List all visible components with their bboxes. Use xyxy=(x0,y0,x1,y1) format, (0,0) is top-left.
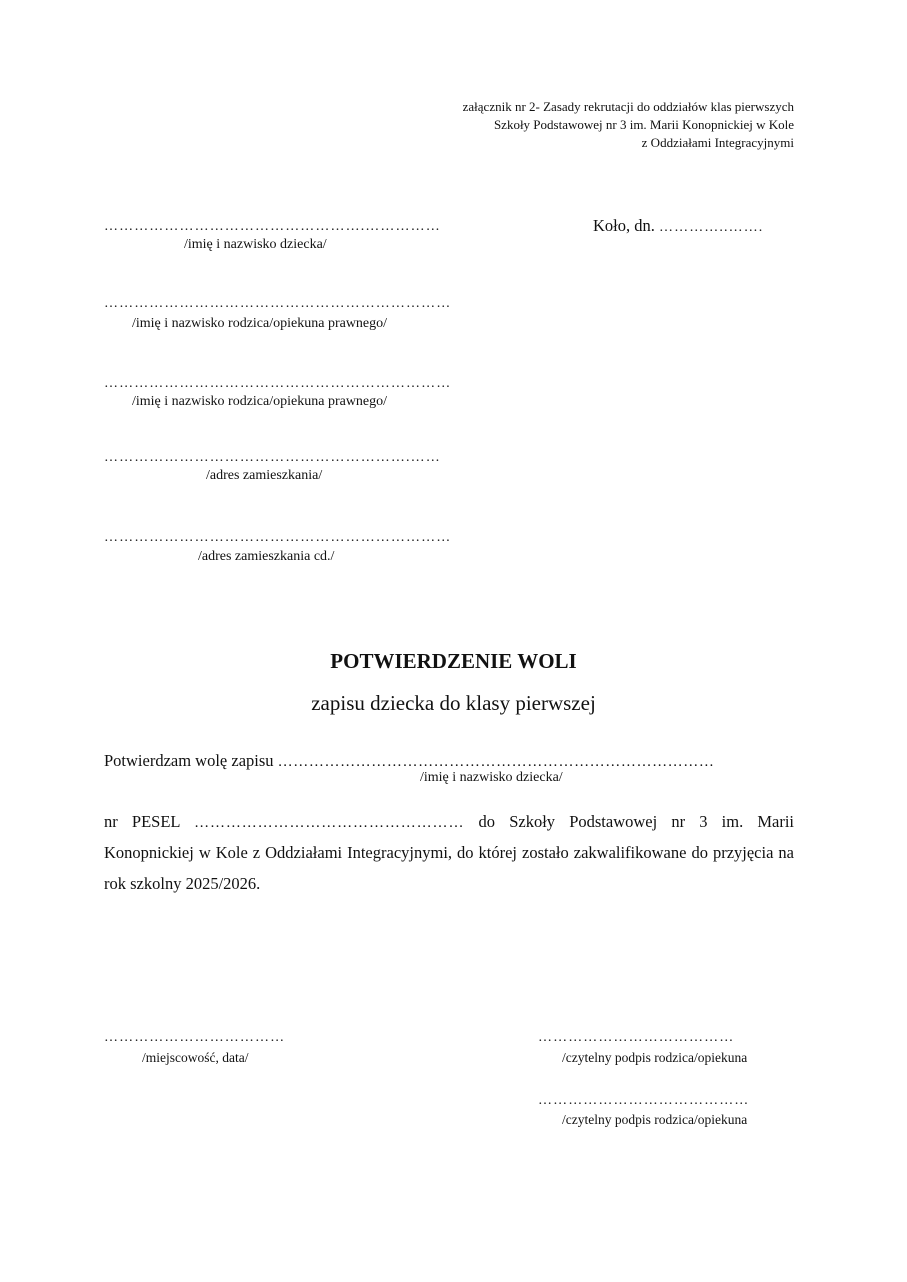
pesel-label: nr PESEL xyxy=(104,812,180,831)
parent1-name-caption: /imię i nazwisko rodzica/opiekuna prawnego/ xyxy=(132,316,388,331)
header-line-3: z Oddziałami Integracyjnymi xyxy=(641,135,794,150)
place-date xyxy=(593,216,763,236)
document-subtitle: zapisu dziecka do klasy pierwszej xyxy=(311,691,596,715)
address-cont-caption: /adres zamieszkania cd./ xyxy=(198,549,335,564)
address-dots: …………………………………………………….…… xyxy=(104,450,441,465)
confirm-dots: ………………………………………………………………………… xyxy=(277,754,715,770)
pesel-dots: …………………………………………… xyxy=(194,815,465,831)
place-date-label: Koło, dn. xyxy=(593,216,655,235)
parent-signature-2-caption: /czytelny podpis rodzica/opiekuna xyxy=(562,1112,748,1127)
header-line-2: Szkoły Podstawowej nr 3 im. Marii Konopnickiej w Kole xyxy=(493,117,794,132)
confirm-caption: /imię i nazwisko dziecka/ xyxy=(420,770,563,785)
address-caption: /adres zamieszkania/ xyxy=(206,468,323,483)
header-line-1: załącznik nr 2- Zasady rekrutacji do oddziałów klas pierwszych xyxy=(462,99,794,114)
child-name-caption: /imię i nazwisko dziecka/ xyxy=(184,237,327,252)
parent1-name-dots: …………………………………………………………… xyxy=(104,296,452,311)
parent-signature-2-dots: …………………………………… xyxy=(538,1093,750,1108)
place-date-sign-dots: ……………………………… xyxy=(104,1030,286,1045)
confirm-lead: Potwierdzam wolę zapisu xyxy=(104,751,274,770)
parent2-name-caption: /imię i nazwisko rodzica/opiekuna prawnego/ xyxy=(132,394,388,409)
parent2-name-dots: …………………………………………………………… xyxy=(104,376,452,391)
parent-signature-1-caption: /czytelny podpis rodzica/opiekuna xyxy=(562,1050,748,1065)
pesel-paragraph xyxy=(104,806,794,899)
address-cont-dots: …………………………………………………………… xyxy=(104,530,452,545)
document-title: POTWIERDZENIE WOLI xyxy=(330,649,577,673)
child-name-dots: …………………………………………….…………… xyxy=(104,219,441,234)
place-date-sign-caption: /miejscowość, data/ xyxy=(142,1050,249,1065)
confirm-line xyxy=(104,751,714,771)
parent-signature-1-dots: ………………………………… xyxy=(538,1030,735,1045)
place-date-dots: …………..……. xyxy=(659,220,764,235)
pesel-text: do Szkoły Podstawowej nr 3 im. Marii Konopnickiej w Kole z Oddziałami Integracyjnymi, do której zostało zakwalifikowane do przyjęcia na rok szkolny 2025/2026. xyxy=(104,812,795,893)
